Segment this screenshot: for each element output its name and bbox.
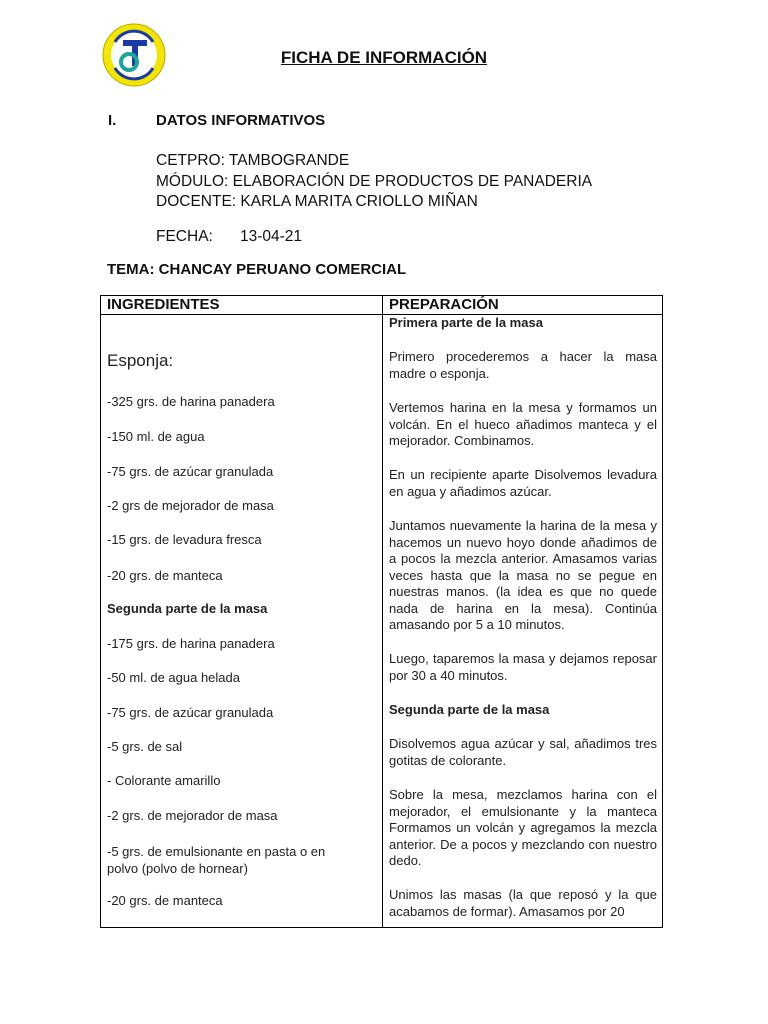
ingredient-item: -2 grs de mejorador de masa <box>107 498 274 513</box>
section-title: DATOS INFORMATIVOS <box>156 112 326 129</box>
ingredient-subheading: Segunda parte de la masa <box>107 601 268 616</box>
ingredient-item: -20 grs. de manteca <box>107 893 223 908</box>
ingredient-item: -5 grs. de emulsionante en pasta o en polvo (polvo de hornear) <box>107 844 326 876</box>
ingredient-item: -75 grs. de azúcar granulada <box>107 705 274 720</box>
tema-heading: TEMA: CHANCAY PERUANO COMERCIAL <box>107 261 407 278</box>
ingredient-item: -150 ml. de agua <box>107 429 205 444</box>
ingredient-item: -5 grs. de sal <box>107 739 183 754</box>
preparation-step: Vertemos harina en la mesa y formamos un volcán. En el hueco añadimos manteca y el mejorador. Combinamos. <box>389 400 657 448</box>
header-ingredientes: INGREDIENTES <box>107 296 220 313</box>
header-preparacion: PREPARACIÓN <box>389 296 499 313</box>
preparation-step: En un recipiente aparte Disolvemos levadura en agua y añadimos azúcar. <box>389 467 657 499</box>
preparation-step: Juntamos nuevamente la harina de la mesa y hacemos un nuevo hoyo donde añadimos de a pocos la mezcla anterior. Amasamos varias veces hasta que la masa no se pegue en nuestras manos. (la idea es que no quede nada de harina en la mesa). Continúa amasando por 5 a 10 minutos. <box>389 518 657 632</box>
ingredient-item: - Colorante amarillo <box>107 773 221 788</box>
preparation-subheading: Segunda parte de la masa <box>389 702 550 717</box>
ingredient-item: -50 ml. de agua helada <box>107 670 240 685</box>
preparation-step: Primero procederemos a hacer la masa madre o esponja. <box>389 349 657 381</box>
preparation-step: Unimos las masas (la que reposó y la que acabamos de formar). Amasamos por 20 <box>389 887 657 919</box>
info-fecha-label: FECHA: <box>156 228 213 245</box>
document-title: FICHA DE INFORMACIÓN <box>280 48 488 67</box>
ingredient-item: -325 grs. de harina panadera <box>107 394 275 409</box>
info-modulo: MÓDULO: ELABORACIÓN DE PRODUCTOS DE PANADERIA <box>156 173 593 190</box>
ingredient-item: Esponja: <box>107 351 174 370</box>
preparation-step: Sobre la mesa, mezclamos harina con el mejorador, el emulsionante y la manteca Formamos un volcán y agregamos la mezcla anterior. De a pocos y mezclando con nuestro dedo. <box>389 787 657 868</box>
ingredient-item: -15 grs. de levadura fresca <box>107 532 262 547</box>
preparation-step: Disolvemos agua azúcar y sal, añadimos tres gotitas de colorante. <box>389 736 657 768</box>
recipe-table <box>100 295 663 928</box>
ingredient-item: -175 grs. de harina panadera <box>107 636 275 651</box>
preparation-subheading: Primera parte de la masa <box>389 315 543 330</box>
section-number: I. <box>108 112 117 129</box>
ingredient-item: -75 grs. de azúcar granulada <box>107 464 274 479</box>
info-fecha-value: 13-04-21 <box>240 228 303 245</box>
info-cetpro: CETPRO: TAMBOGRANDE <box>156 152 350 169</box>
ingredient-item: -20 grs. de manteca <box>107 568 223 583</box>
info-docente: DOCENTE: KARLA MARITA CRIOLLO MIÑAN <box>156 193 478 210</box>
column-divider <box>382 296 383 927</box>
preparation-step: Luego, taparemos la masa y dejamos reposar por 30 a 40 minutos. <box>389 651 657 683</box>
ingredient-item: -2 grs. de mejorador de masa <box>107 808 278 823</box>
